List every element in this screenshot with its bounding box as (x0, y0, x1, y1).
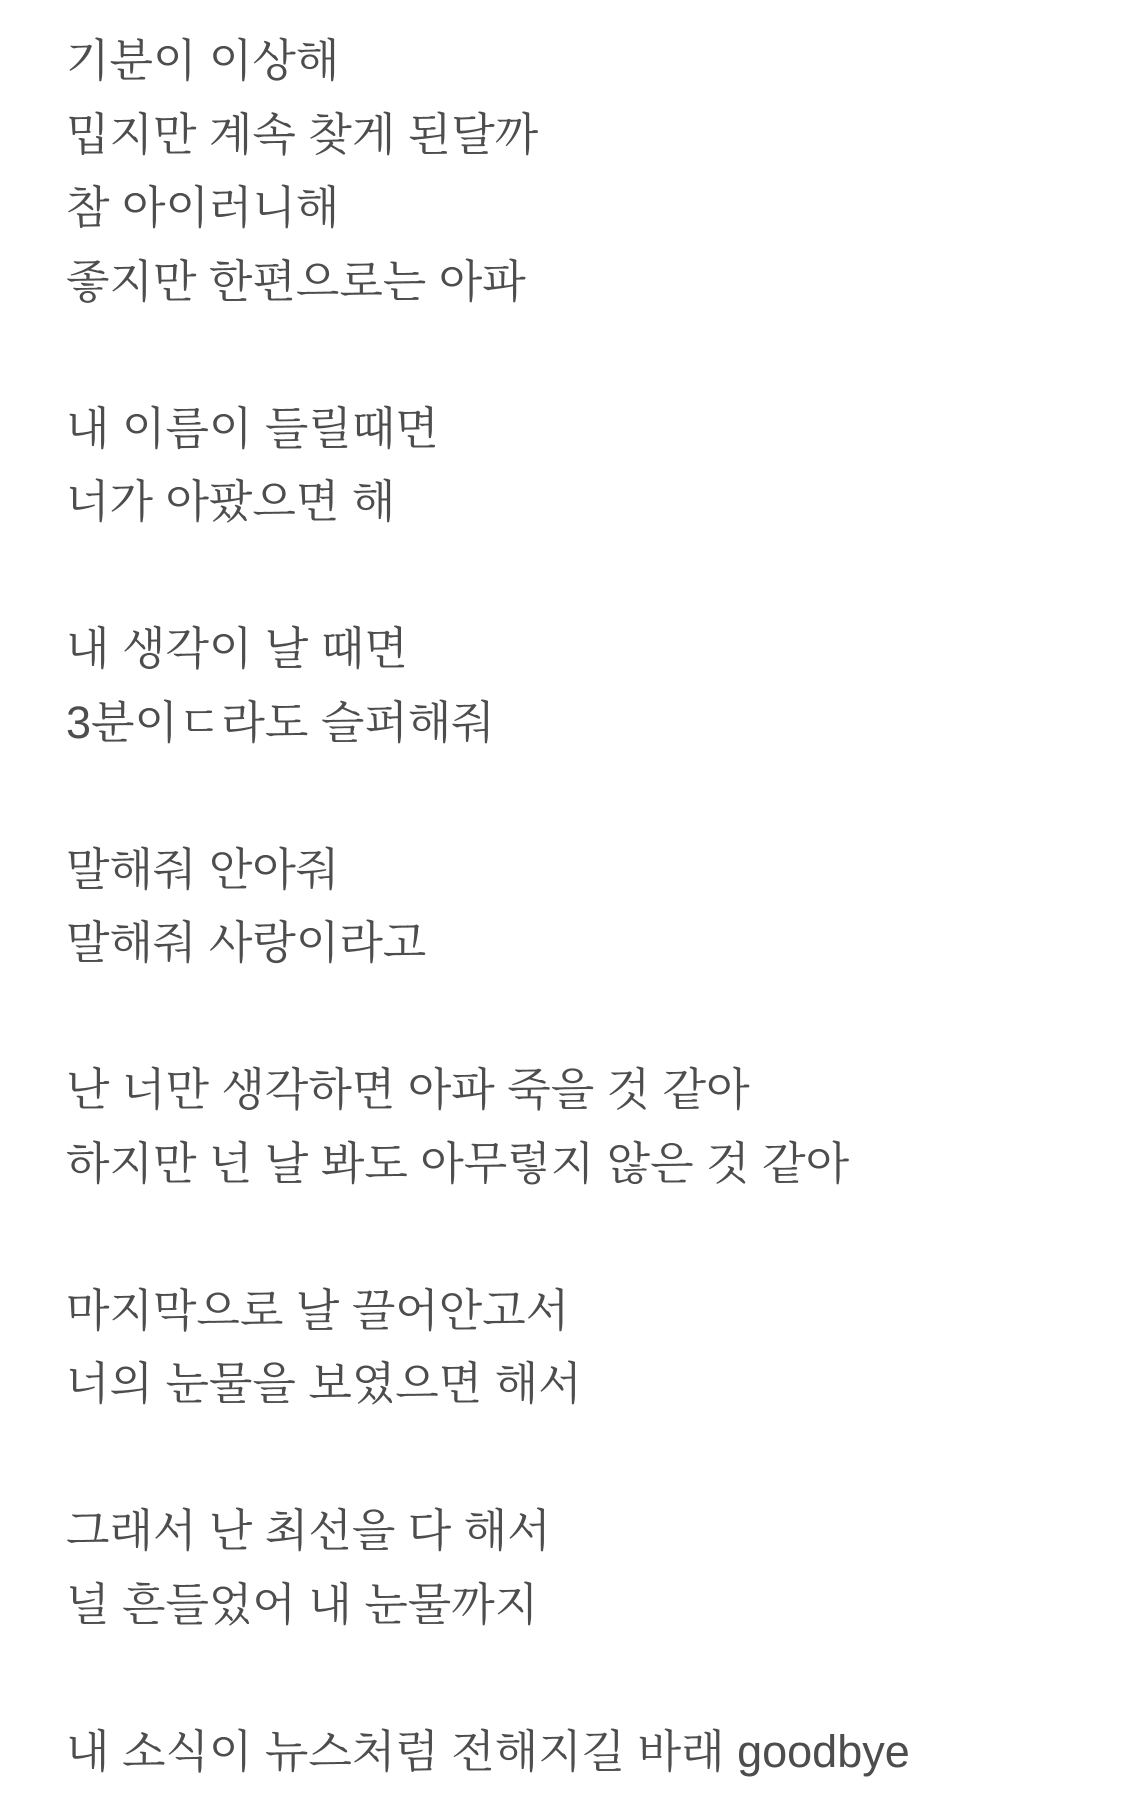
lyrics-stanza-4 (66, 833, 1085, 980)
lyric-line: 널 흔들었어 내 눈물까지 (66, 1578, 539, 1630)
lyric-line: 참 아이러니해 (66, 182, 340, 233)
lyric-line: 내 이름이 들릴때면 (66, 402, 439, 454)
lyric-line: 밉지만 계속 찾게 된달까 (66, 108, 539, 160)
lyrics-stanza-1 (66, 24, 1085, 318)
lyrics-stanza-5 (66, 1053, 1085, 1200)
lyric-line: 그래서 난 최선을 다 해서 (66, 1505, 551, 1556)
lyric-line: 너의 눈물을 보였으면 해서 (66, 1358, 582, 1409)
lyric-line: 기분이 이상해 (66, 35, 340, 86)
lyric-line: 좋지만 한편으로는 아파 (66, 255, 526, 307)
lyric-line: 하지만 넌 날 봐도 아무렇지 않은 것 같아 (66, 1137, 850, 1189)
lyric-line: 너가 아팠으면 해 (66, 476, 396, 527)
lyric-line: 3분이ㄷ라도 슬퍼해줘 (66, 696, 495, 748)
lyric-line: 내 생각이 날 때면 (66, 623, 408, 674)
lyrics-stanza-3 (66, 612, 1085, 759)
lyric-line: 난 너만 생각하면 아파 죽을 것 같아 (66, 1064, 750, 1115)
lyric-line: 말해줘 안아줘 (66, 843, 340, 895)
lyric-line: 마지막으로 날 끌어안고서 (66, 1284, 570, 1336)
lyrics-stanza-8 (66, 1715, 1085, 1789)
lyric-line: 말해줘 사랑이라고 (66, 917, 427, 968)
lyrics-stanza-2 (66, 392, 1085, 539)
lyrics-stanza-6 (66, 1274, 1085, 1421)
lyrics-stanza-7 (66, 1494, 1085, 1641)
lyric-line: 내 소식이 뉴스처럼 전해지길 바래 goodbye (66, 1725, 910, 1777)
